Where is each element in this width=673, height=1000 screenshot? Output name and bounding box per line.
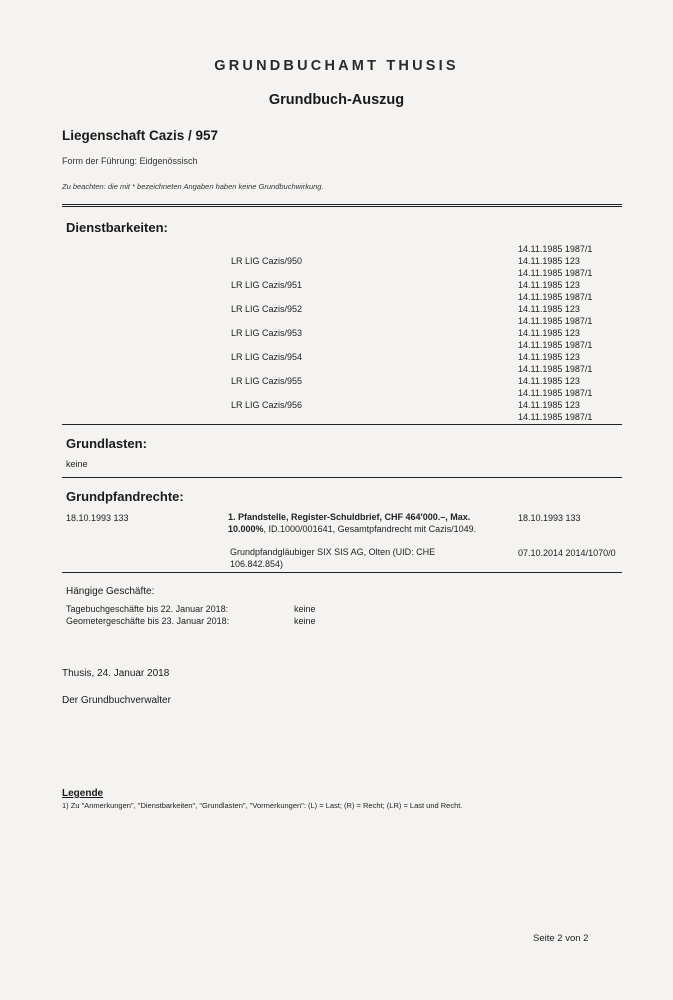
easement-reference: 14.11.1985 123: [518, 400, 580, 410]
easement-item: LR LIG Cazis/955: [231, 376, 303, 386]
mortgage-entry-details: , ID.1000/001641, Gesamtpfandrecht mit Cazis/1049.: [263, 523, 477, 534]
legal-note: Zu beachten: die mit * bezeichneten Angaben haben keine Grundbuchwirkung.: [62, 182, 324, 191]
property-title: Liegenschaft Cazis / 957: [62, 128, 219, 143]
easement-item: LR LIG Cazis/956: [231, 400, 303, 410]
easement-reference: 14.11.1985 123: [518, 328, 580, 338]
document-title: Grundbuch-Auszug: [268, 92, 405, 108]
easement-reference: 14.11.1985 1987/1: [518, 268, 593, 278]
pending-value: keine: [294, 604, 316, 614]
easement-reference: 14.11.1985 123: [518, 256, 580, 266]
mortgage-entry: [228, 512, 510, 535]
easement-reference: 14.11.1985 1987/1: [518, 292, 593, 302]
pending-value: keine: [294, 616, 316, 626]
pending-label: Geometergeschäfte bis 23. Januar 2018:: [66, 616, 230, 626]
easement-reference: 14.11.1985 123: [518, 376, 580, 386]
mortgage-max-rate: 10.000%: [228, 523, 264, 534]
mortgage-reference: 18.10.1993 133: [518, 513, 581, 523]
section-divider: [62, 204, 622, 207]
easement-item: LR LIG Cazis/954: [231, 352, 303, 362]
mortgage-entry-heading: 1. Pfandstelle, Register-Schuldbrief, CHF 464'000.–, Max.: [228, 512, 471, 522]
easement-reference: 14.11.1985 1987/1: [518, 244, 593, 254]
easement-reference: 14.11.1985 1987/1: [518, 340, 593, 350]
easement-item: LR LIG Cazis/952: [231, 304, 303, 314]
section-title-dienstbarkeiten: Dienstbarkeiten:: [66, 220, 168, 235]
place-date: Thusis, 24. Januar 2018: [62, 668, 170, 679]
easement-reference: 14.11.1985 123: [518, 352, 580, 362]
pending-title: Hängige Geschäfte:: [66, 586, 155, 597]
mortgage-date: 18.10.1993 133: [66, 513, 129, 523]
section-divider: [62, 424, 622, 425]
form-of-management: Form der Führung: Eidgenössisch: [62, 156, 198, 166]
grundlasten-value: keine: [66, 459, 88, 469]
page-number: Seite 2 von 2: [533, 933, 589, 944]
signatory: Der Grundbuchverwalter: [62, 695, 171, 706]
easement-reference: 14.11.1985 1987/1: [518, 412, 593, 422]
easement-item: LR LIG Cazis/950: [231, 256, 303, 266]
easement-item: LR LIG Cazis/953: [231, 328, 303, 338]
section-divider: [62, 572, 622, 573]
easement-reference: 14.11.1985 1987/1: [518, 388, 593, 398]
section-divider: [62, 477, 622, 478]
easement-reference: 14.11.1985 123: [518, 280, 580, 290]
easement-reference: 14.11.1985 1987/1: [518, 316, 593, 326]
easement-item: LR LIG Cazis/951: [231, 280, 303, 290]
office-name: GRUNDBUCHAMT THUSIS: [214, 58, 459, 74]
legend-text: 1) Zu "Anmerkungen", "Dienstbarkeiten", "Grundlasten", "Vormerkungen": (L) = Last; (R) = Recht; (LR) = Last und Recht.: [62, 801, 463, 810]
pending-label: Tagebuchgeschäfte bis 22. Januar 2018:: [66, 604, 229, 614]
easement-reference: 14.11.1985 1987/1: [518, 364, 593, 374]
legend-title: Legende: [62, 788, 104, 799]
creditor-reference: 07.10.2014 2014/1070/0: [518, 548, 616, 558]
easement-reference: 14.11.1985 123: [518, 304, 580, 314]
mortgage-creditor: Grundpfandgläubiger SIX SIS AG, Olten (UID: CHE 106.842.854): [230, 547, 436, 569]
section-title-grundlasten: Grundlasten:: [66, 436, 147, 451]
section-title-grundpfandrechte: Grundpfandrechte:: [66, 489, 184, 504]
